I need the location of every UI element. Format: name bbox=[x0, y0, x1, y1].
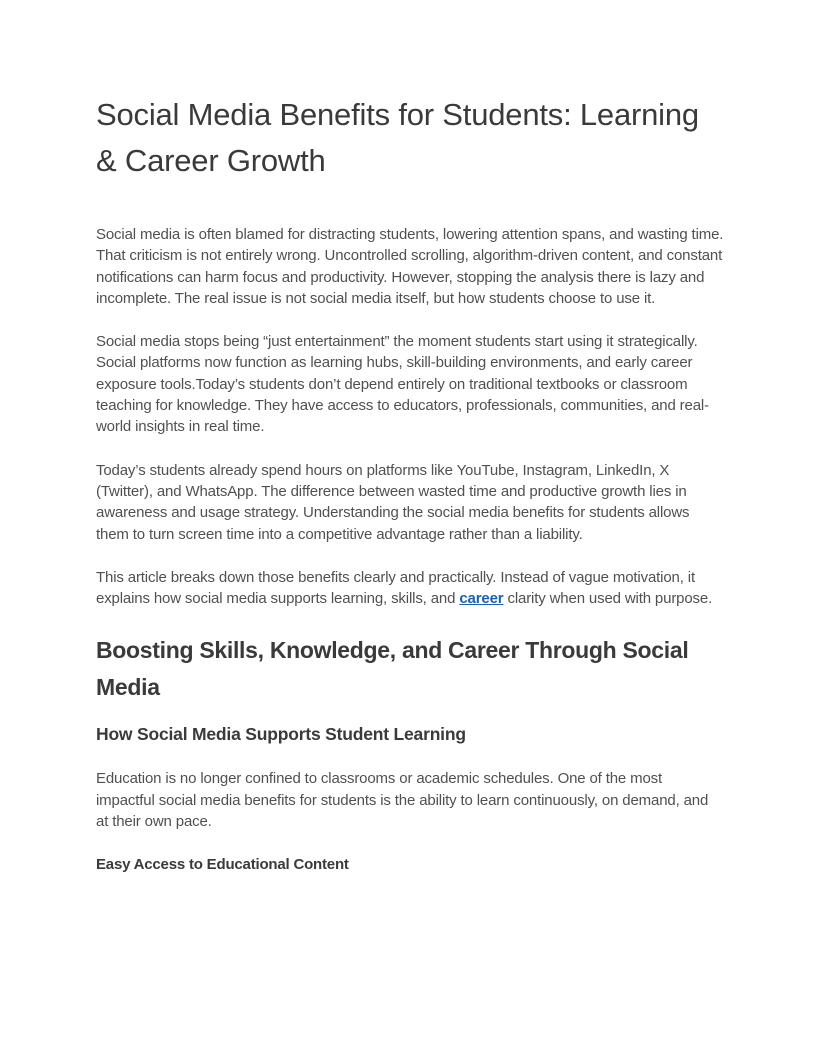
subsection-heading: How Social Media Supports Student Learning bbox=[96, 724, 466, 745]
intro-paragraph-2: Social media stops being “just entertainment” the moment students start using it strategically. Social platforms now function as learning hubs, skill-building environments, and early career exposure tools.Today’s students don’t depend entirely on traditional textbooks or classroom teaching for knowledge. They have access to educators, professionals, communities, and real-world insights in real time. bbox=[96, 333, 709, 436]
intro-paragraph-1: Social media is often blamed for distracting students, lowering attention spans, and wasting time. That criticism is not entirely wrong. Uncontrolled scrolling, algorithm-driven content, and constant notifications can harm focus and productivity. However, stopping the analysis there is lazy and incomplete. The real issue is not social media itself, but how students choose to use it. bbox=[96, 226, 724, 307]
article-title: Social Media Benefits for Students: Learning & Career Growth bbox=[96, 97, 699, 178]
closing-intro-paragraph bbox=[96, 567, 724, 610]
minor-heading: Easy Access to Educational Content bbox=[96, 856, 349, 874]
closing-text-after: clarity when used with purpose. bbox=[503, 590, 713, 608]
document-page bbox=[96, 92, 724, 875]
career-link[interactable]: career bbox=[459, 590, 504, 608]
section-heading: Boosting Skills, Knowledge, and Career Through Social Media bbox=[96, 637, 689, 701]
closing-text-before: This article breaks down those benefits clearly and practically. Instead of vague motivation, it explains how social media supports learning, skills, and bbox=[96, 568, 695, 608]
intro-paragraph-3: Today’s students already spend hours on platforms like YouTube, Instagram, LinkedIn, X (Twitter), and WhatsApp. The difference between wasted time and productive growth lies in awareness and usage strategy. Understanding the social media benefits for students allows them to turn screen time into a competitive advantage rather than a liability. bbox=[96, 461, 690, 543]
subsection-paragraph: Education is no longer confined to classrooms or academic schedules. One of the most impactful social media benefits for students is the ability to learn continuously, on demand, and at their own pace. bbox=[96, 770, 709, 831]
